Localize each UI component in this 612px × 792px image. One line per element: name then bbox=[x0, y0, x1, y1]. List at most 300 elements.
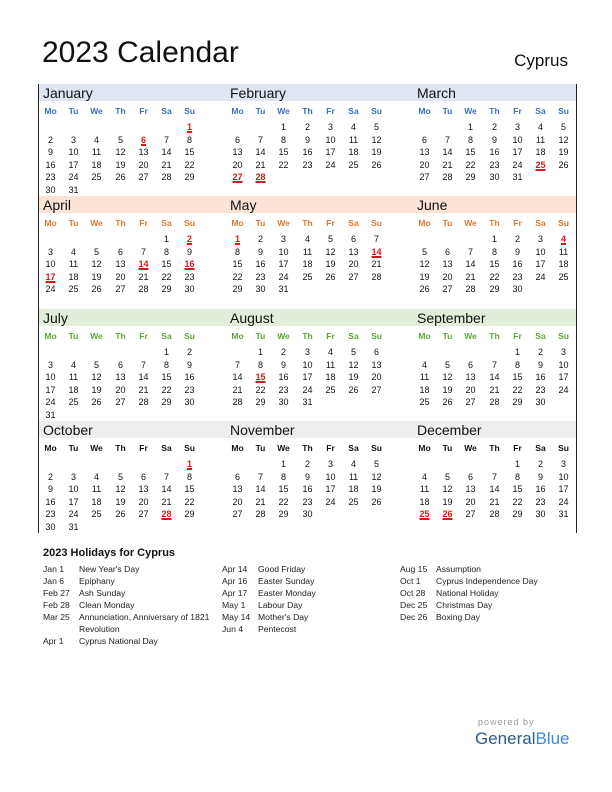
day-cell[interactable]: 31 bbox=[45, 410, 56, 420]
day-cell[interactable]: 30 bbox=[45, 522, 56, 532]
day-cell[interactable]: 14 bbox=[255, 147, 266, 158]
day-cell[interactable]: 17 bbox=[325, 147, 336, 158]
day-cell[interactable]: 2 bbox=[257, 234, 263, 244]
day-cell[interactable]: 13 bbox=[419, 147, 430, 158]
holiday-day-cell[interactable]: 14 bbox=[371, 246, 382, 257]
day-cell[interactable]: 7 bbox=[491, 359, 497, 370]
day-cell[interactable]: 11 bbox=[68, 259, 79, 270]
day-cell[interactable]: 6 bbox=[117, 246, 123, 257]
day-cell[interactable]: 20 bbox=[442, 271, 453, 282]
day-cell[interactable]: 8 bbox=[467, 134, 473, 145]
day-cell[interactable]: 4 bbox=[350, 122, 356, 132]
day-cell[interactable]: 29 bbox=[161, 397, 172, 408]
day-cell[interactable]: 21 bbox=[255, 159, 266, 170]
day-cell[interactable]: 15 bbox=[161, 259, 172, 270]
day-cell[interactable]: 4 bbox=[70, 359, 76, 370]
day-cell[interactable]: 20 bbox=[115, 271, 126, 282]
day-cell[interactable]: 9 bbox=[186, 359, 192, 370]
day-cell[interactable]: 31 bbox=[68, 185, 79, 195]
day-cell[interactable]: 19 bbox=[371, 484, 382, 495]
day-cell[interactable]: 11 bbox=[348, 471, 359, 482]
day-cell[interactable]: 16 bbox=[184, 372, 195, 383]
day-cell[interactable]: 18 bbox=[91, 496, 102, 507]
day-cell[interactable]: 10 bbox=[302, 359, 313, 370]
day-cell[interactable]: 16 bbox=[45, 159, 56, 170]
day-cell[interactable]: 20 bbox=[371, 372, 382, 383]
day-cell[interactable]: 14 bbox=[489, 372, 500, 383]
day-cell[interactable]: 20 bbox=[465, 496, 476, 507]
day-cell[interactable]: 17 bbox=[68, 496, 79, 507]
day-cell[interactable]: 26 bbox=[442, 397, 453, 408]
day-cell[interactable]: 8 bbox=[514, 359, 520, 370]
day-cell[interactable]: 8 bbox=[514, 471, 520, 482]
day-cell[interactable]: 12 bbox=[115, 147, 126, 158]
day-cell[interactable]: 13 bbox=[232, 484, 243, 495]
day-cell[interactable]: 17 bbox=[512, 147, 523, 158]
day-cell[interactable]: 28 bbox=[465, 284, 476, 295]
day-cell[interactable]: 24 bbox=[45, 397, 56, 408]
day-cell[interactable]: 4 bbox=[350, 459, 356, 469]
day-cell[interactable]: 1 bbox=[163, 234, 169, 244]
day-cell[interactable]: 5 bbox=[117, 134, 123, 145]
day-cell[interactable]: 26 bbox=[325, 271, 336, 282]
day-cell[interactable]: 31 bbox=[558, 509, 569, 520]
day-cell[interactable]: 12 bbox=[371, 471, 382, 482]
day-cell[interactable]: 9 bbox=[280, 359, 286, 370]
day-cell[interactable]: 9 bbox=[537, 359, 543, 370]
day-cell[interactable]: 5 bbox=[444, 471, 450, 482]
day-cell[interactable]: 23 bbox=[302, 159, 313, 170]
day-cell[interactable]: 28 bbox=[161, 172, 172, 183]
day-cell[interactable]: 13 bbox=[115, 259, 126, 270]
day-cell[interactable]: 20 bbox=[419, 159, 430, 170]
day-cell[interactable]: 5 bbox=[560, 122, 566, 132]
day-cell[interactable]: 8 bbox=[280, 134, 286, 145]
day-cell[interactable]: 18 bbox=[348, 147, 359, 158]
day-cell[interactable]: 25 bbox=[419, 397, 430, 408]
day-cell[interactable]: 13 bbox=[371, 359, 382, 370]
day-cell[interactable]: 2 bbox=[304, 459, 310, 469]
day-cell[interactable]: 22 bbox=[489, 271, 500, 282]
day-cell[interactable]: 16 bbox=[535, 484, 546, 495]
day-cell[interactable]: 12 bbox=[419, 259, 430, 270]
day-cell[interactable]: 14 bbox=[465, 259, 476, 270]
day-cell[interactable]: 29 bbox=[489, 284, 500, 295]
day-cell[interactable]: 27 bbox=[115, 284, 126, 295]
day-cell[interactable]: 7 bbox=[373, 234, 379, 244]
day-cell[interactable]: 22 bbox=[161, 384, 172, 395]
day-cell[interactable]: 9 bbox=[491, 134, 497, 145]
day-cell[interactable]: 14 bbox=[138, 372, 149, 383]
day-cell[interactable]: 23 bbox=[489, 159, 500, 170]
day-cell[interactable]: 3 bbox=[47, 246, 53, 257]
day-cell[interactable]: 25 bbox=[302, 271, 313, 282]
day-cell[interactable]: 25 bbox=[348, 159, 359, 170]
day-cell[interactable]: 30 bbox=[184, 284, 195, 295]
day-cell[interactable]: 21 bbox=[442, 159, 453, 170]
day-cell[interactable]: 13 bbox=[465, 372, 476, 383]
day-cell[interactable]: 24 bbox=[325, 159, 336, 170]
day-cell[interactable]: 25 bbox=[558, 271, 569, 282]
day-cell[interactable]: 15 bbox=[184, 147, 195, 158]
day-cell[interactable]: 10 bbox=[558, 471, 569, 482]
day-cell[interactable]: 23 bbox=[255, 271, 266, 282]
day-cell[interactable]: 28 bbox=[371, 271, 382, 282]
day-cell[interactable]: 28 bbox=[138, 397, 149, 408]
day-cell[interactable]: 21 bbox=[161, 496, 172, 507]
day-cell[interactable]: 25 bbox=[325, 384, 336, 395]
day-cell[interactable]: 11 bbox=[419, 372, 430, 383]
day-cell[interactable]: 29 bbox=[161, 284, 172, 295]
day-cell[interactable]: 19 bbox=[91, 271, 102, 282]
day-cell[interactable]: 7 bbox=[444, 134, 450, 145]
day-cell[interactable]: 12 bbox=[371, 134, 382, 145]
day-cell[interactable]: 4 bbox=[421, 471, 427, 482]
day-cell[interactable]: 24 bbox=[558, 384, 569, 395]
day-cell[interactable]: 24 bbox=[512, 159, 523, 170]
day-cell[interactable]: 29 bbox=[184, 172, 195, 183]
day-cell[interactable]: 21 bbox=[232, 384, 243, 395]
day-cell[interactable]: 5 bbox=[421, 246, 427, 257]
day-cell[interactable]: 11 bbox=[558, 246, 569, 257]
day-cell[interactable]: 13 bbox=[348, 246, 359, 257]
holiday-day-cell[interactable]: 14 bbox=[138, 259, 149, 270]
day-cell[interactable]: 30 bbox=[535, 509, 546, 520]
day-cell[interactable]: 6 bbox=[117, 359, 123, 370]
day-cell[interactable]: 8 bbox=[234, 246, 240, 257]
day-cell[interactable]: 23 bbox=[45, 509, 56, 520]
day-cell[interactable]: 12 bbox=[115, 484, 126, 495]
day-cell[interactable]: 30 bbox=[512, 284, 523, 295]
day-cell[interactable]: 25 bbox=[91, 172, 102, 183]
day-cell[interactable]: 21 bbox=[489, 496, 500, 507]
day-cell[interactable]: 17 bbox=[558, 372, 569, 383]
day-cell[interactable]: 6 bbox=[467, 359, 473, 370]
day-cell[interactable]: 31 bbox=[278, 284, 289, 295]
day-cell[interactable]: 2 bbox=[491, 122, 497, 132]
day-cell[interactable]: 18 bbox=[325, 372, 336, 383]
day-cell[interactable]: 12 bbox=[325, 246, 336, 257]
holiday-day-cell[interactable]: 28 bbox=[161, 509, 172, 520]
day-cell[interactable]: 1 bbox=[280, 122, 286, 132]
day-cell[interactable]: 9 bbox=[537, 471, 543, 482]
day-cell[interactable]: 16 bbox=[45, 496, 56, 507]
day-cell[interactable]: 1 bbox=[163, 347, 169, 357]
day-cell[interactable]: 30 bbox=[278, 397, 289, 408]
day-cell[interactable]: 21 bbox=[371, 259, 382, 270]
day-cell[interactable]: 2 bbox=[47, 134, 53, 145]
day-cell[interactable]: 17 bbox=[325, 484, 336, 495]
day-cell[interactable]: 8 bbox=[280, 471, 286, 482]
day-cell[interactable]: 18 bbox=[558, 259, 569, 270]
day-cell[interactable]: 1 bbox=[280, 459, 286, 469]
day-cell[interactable]: 7 bbox=[163, 134, 169, 145]
day-cell[interactable]: 19 bbox=[115, 496, 126, 507]
day-cell[interactable]: 8 bbox=[163, 246, 169, 257]
day-cell[interactable]: 23 bbox=[535, 384, 546, 395]
day-cell[interactable]: 18 bbox=[91, 159, 102, 170]
day-cell[interactable]: 21 bbox=[138, 271, 149, 282]
day-cell[interactable]: 8 bbox=[491, 246, 497, 257]
day-cell[interactable]: 4 bbox=[93, 134, 99, 145]
day-cell[interactable]: 17 bbox=[558, 484, 569, 495]
day-cell[interactable]: 14 bbox=[442, 147, 453, 158]
day-cell[interactable]: 29 bbox=[278, 509, 289, 520]
day-cell[interactable]: 28 bbox=[232, 397, 243, 408]
day-cell[interactable]: 7 bbox=[140, 246, 146, 257]
day-cell[interactable]: 19 bbox=[348, 372, 359, 383]
day-cell[interactable]: 30 bbox=[302, 509, 313, 520]
day-cell[interactable]: 5 bbox=[373, 459, 379, 469]
day-cell[interactable]: 16 bbox=[489, 147, 500, 158]
day-cell[interactable]: 7 bbox=[257, 471, 263, 482]
day-cell[interactable]: 12 bbox=[442, 484, 453, 495]
day-cell[interactable]: 15 bbox=[184, 484, 195, 495]
day-cell[interactable]: 10 bbox=[535, 246, 546, 257]
day-cell[interactable]: 5 bbox=[444, 359, 450, 370]
day-cell[interactable]: 19 bbox=[115, 159, 126, 170]
day-cell[interactable]: 23 bbox=[302, 496, 313, 507]
day-cell[interactable]: 29 bbox=[255, 397, 266, 408]
holiday-day-cell[interactable]: 15 bbox=[255, 372, 266, 383]
holiday-day-cell[interactable]: 1 bbox=[186, 122, 192, 132]
holiday-day-cell[interactable]: 6 bbox=[140, 134, 146, 145]
day-cell[interactable]: 13 bbox=[138, 484, 149, 495]
day-cell[interactable]: 18 bbox=[68, 384, 79, 395]
day-cell[interactable]: 9 bbox=[186, 246, 192, 257]
day-cell[interactable]: 31 bbox=[512, 172, 523, 183]
day-cell[interactable]: 14 bbox=[161, 484, 172, 495]
day-cell[interactable]: 3 bbox=[327, 459, 333, 469]
day-cell[interactable]: 19 bbox=[442, 384, 453, 395]
day-cell[interactable]: 27 bbox=[442, 284, 453, 295]
day-cell[interactable]: 15 bbox=[512, 372, 523, 383]
day-cell[interactable]: 2 bbox=[47, 471, 53, 482]
day-cell[interactable]: 5 bbox=[117, 471, 123, 482]
day-cell[interactable]: 9 bbox=[47, 484, 53, 495]
day-cell[interactable]: 6 bbox=[373, 347, 379, 357]
day-cell[interactable]: 26 bbox=[419, 284, 430, 295]
day-cell[interactable]: 16 bbox=[302, 147, 313, 158]
day-cell[interactable]: 27 bbox=[115, 397, 126, 408]
day-cell[interactable]: 19 bbox=[558, 147, 569, 158]
holiday-day-cell[interactable]: 17 bbox=[45, 271, 56, 282]
day-cell[interactable]: 23 bbox=[535, 496, 546, 507]
day-cell[interactable]: 12 bbox=[91, 372, 102, 383]
day-cell[interactable]: 17 bbox=[45, 384, 56, 395]
day-cell[interactable]: 30 bbox=[489, 172, 500, 183]
holiday-day-cell[interactable]: 2 bbox=[186, 234, 192, 244]
day-cell[interactable]: 22 bbox=[161, 271, 172, 282]
day-cell[interactable]: 4 bbox=[327, 347, 333, 357]
day-cell[interactable]: 17 bbox=[278, 259, 289, 270]
holiday-day-cell[interactable]: 25 bbox=[535, 159, 546, 170]
day-cell[interactable]: 16 bbox=[512, 259, 523, 270]
day-cell[interactable]: 26 bbox=[371, 496, 382, 507]
day-cell[interactable]: 3 bbox=[514, 122, 520, 132]
day-cell[interactable]: 3 bbox=[327, 122, 333, 132]
day-cell[interactable]: 20 bbox=[232, 496, 243, 507]
day-cell[interactable]: 21 bbox=[255, 496, 266, 507]
day-cell[interactable]: 11 bbox=[91, 484, 102, 495]
day-cell[interactable]: 14 bbox=[161, 147, 172, 158]
day-cell[interactable]: 7 bbox=[257, 134, 263, 145]
day-cell[interactable]: 7 bbox=[163, 471, 169, 482]
day-cell[interactable]: 3 bbox=[560, 459, 566, 469]
day-cell[interactable]: 2 bbox=[280, 347, 286, 357]
day-cell[interactable]: 9 bbox=[514, 246, 520, 257]
day-cell[interactable]: 2 bbox=[537, 459, 543, 469]
day-cell[interactable]: 9 bbox=[257, 246, 263, 257]
day-cell[interactable]: 21 bbox=[489, 384, 500, 395]
day-cell[interactable]: 5 bbox=[327, 234, 333, 244]
day-cell[interactable]: 13 bbox=[138, 147, 149, 158]
day-cell[interactable]: 7 bbox=[140, 359, 146, 370]
day-cell[interactable]: 28 bbox=[255, 509, 266, 520]
day-cell[interactable]: 26 bbox=[348, 384, 359, 395]
day-cell[interactable]: 18 bbox=[535, 147, 546, 158]
day-cell[interactable]: 23 bbox=[45, 172, 56, 183]
day-cell[interactable]: 18 bbox=[419, 496, 430, 507]
day-cell[interactable]: 5 bbox=[93, 246, 99, 257]
day-cell[interactable]: 10 bbox=[558, 359, 569, 370]
day-cell[interactable]: 2 bbox=[304, 122, 310, 132]
day-cell[interactable]: 2 bbox=[537, 347, 543, 357]
day-cell[interactable]: 24 bbox=[558, 496, 569, 507]
day-cell[interactable]: 11 bbox=[535, 134, 546, 145]
day-cell[interactable]: 24 bbox=[302, 384, 313, 395]
day-cell[interactable]: 20 bbox=[465, 384, 476, 395]
day-cell[interactable]: 24 bbox=[278, 271, 289, 282]
day-cell[interactable]: 11 bbox=[302, 246, 313, 257]
holiday-day-cell[interactable]: 26 bbox=[442, 509, 453, 520]
day-cell[interactable]: 20 bbox=[138, 159, 149, 170]
day-cell[interactable]: 17 bbox=[302, 372, 313, 383]
day-cell[interactable]: 7 bbox=[491, 471, 497, 482]
day-cell[interactable]: 25 bbox=[348, 496, 359, 507]
holiday-day-cell[interactable]: 25 bbox=[419, 509, 430, 520]
day-cell[interactable]: 20 bbox=[115, 384, 126, 395]
day-cell[interactable]: 23 bbox=[278, 384, 289, 395]
day-cell[interactable]: 7 bbox=[234, 359, 240, 370]
day-cell[interactable]: 28 bbox=[442, 172, 453, 183]
day-cell[interactable]: 6 bbox=[350, 234, 356, 244]
day-cell[interactable]: 15 bbox=[232, 259, 243, 270]
day-cell[interactable]: 1 bbox=[491, 234, 497, 244]
day-cell[interactable]: 10 bbox=[45, 259, 56, 270]
day-cell[interactable]: 22 bbox=[278, 159, 289, 170]
day-cell[interactable]: 12 bbox=[558, 134, 569, 145]
day-cell[interactable]: 13 bbox=[465, 484, 476, 495]
day-cell[interactable]: 8 bbox=[186, 134, 192, 145]
day-cell[interactable]: 24 bbox=[325, 496, 336, 507]
day-cell[interactable]: 6 bbox=[140, 471, 146, 482]
day-cell[interactable]: 9 bbox=[304, 471, 310, 482]
holiday-day-cell[interactable]: 16 bbox=[184, 259, 195, 270]
day-cell[interactable]: 16 bbox=[255, 259, 266, 270]
day-cell[interactable]: 15 bbox=[278, 147, 289, 158]
day-cell[interactable]: 26 bbox=[371, 159, 382, 170]
day-cell[interactable]: 29 bbox=[232, 284, 243, 295]
day-cell[interactable]: 27 bbox=[138, 509, 149, 520]
day-cell[interactable]: 21 bbox=[138, 384, 149, 395]
day-cell[interactable]: 28 bbox=[489, 509, 500, 520]
day-cell[interactable]: 24 bbox=[68, 509, 79, 520]
day-cell[interactable]: 29 bbox=[512, 509, 523, 520]
day-cell[interactable]: 19 bbox=[371, 147, 382, 158]
day-cell[interactable]: 22 bbox=[512, 384, 523, 395]
day-cell[interactable]: 4 bbox=[304, 234, 310, 244]
day-cell[interactable]: 23 bbox=[184, 384, 195, 395]
day-cell[interactable]: 1 bbox=[514, 459, 520, 469]
holiday-day-cell[interactable]: 4 bbox=[560, 234, 566, 244]
day-cell[interactable]: 5 bbox=[373, 122, 379, 132]
day-cell[interactable]: 12 bbox=[91, 259, 102, 270]
day-cell[interactable]: 20 bbox=[348, 259, 359, 270]
day-cell[interactable]: 3 bbox=[47, 359, 53, 370]
brand-logo[interactable] bbox=[475, 729, 570, 749]
day-cell[interactable]: 10 bbox=[68, 484, 79, 495]
day-cell[interactable]: 27 bbox=[419, 172, 430, 183]
day-cell[interactable]: 15 bbox=[465, 147, 476, 158]
day-cell[interactable]: 15 bbox=[489, 259, 500, 270]
day-cell[interactable]: 19 bbox=[419, 271, 430, 282]
day-cell[interactable]: 21 bbox=[465, 271, 476, 282]
day-cell[interactable]: 24 bbox=[45, 284, 56, 295]
day-cell[interactable]: 6 bbox=[234, 471, 240, 482]
day-cell[interactable]: 3 bbox=[70, 134, 76, 145]
holiday-day-cell[interactable]: 27 bbox=[232, 172, 243, 183]
day-cell[interactable]: 22 bbox=[184, 496, 195, 507]
day-cell[interactable]: 15 bbox=[278, 484, 289, 495]
day-cell[interactable]: 3 bbox=[304, 347, 310, 357]
day-cell[interactable]: 4 bbox=[421, 359, 427, 370]
day-cell[interactable]: 4 bbox=[70, 246, 76, 257]
day-cell[interactable]: 27 bbox=[465, 397, 476, 408]
day-cell[interactable]: 27 bbox=[232, 509, 243, 520]
day-cell[interactable]: 27 bbox=[371, 384, 382, 395]
day-cell[interactable]: 9 bbox=[47, 147, 53, 158]
day-cell[interactable]: 17 bbox=[68, 159, 79, 170]
day-cell[interactable]: 30 bbox=[255, 284, 266, 295]
day-cell[interactable]: 2 bbox=[186, 347, 192, 357]
day-cell[interactable]: 27 bbox=[348, 271, 359, 282]
day-cell[interactable]: 15 bbox=[161, 372, 172, 383]
day-cell[interactable]: 15 bbox=[512, 484, 523, 495]
day-cell[interactable]: 11 bbox=[325, 359, 336, 370]
day-cell[interactable]: 8 bbox=[163, 359, 169, 370]
day-cell[interactable]: 6 bbox=[444, 246, 450, 257]
day-cell[interactable]: 3 bbox=[560, 347, 566, 357]
day-cell[interactable]: 1 bbox=[467, 122, 473, 132]
day-cell[interactable]: 5 bbox=[350, 347, 356, 357]
day-cell[interactable]: 31 bbox=[68, 522, 79, 532]
day-cell[interactable]: 28 bbox=[489, 397, 500, 408]
day-cell[interactable]: 22 bbox=[278, 496, 289, 507]
day-cell[interactable]: 6 bbox=[234, 134, 240, 145]
day-cell[interactable]: 14 bbox=[489, 484, 500, 495]
day-cell[interactable]: 25 bbox=[91, 509, 102, 520]
holiday-day-cell[interactable]: 28 bbox=[255, 172, 266, 183]
day-cell[interactable]: 27 bbox=[138, 172, 149, 183]
day-cell[interactable]: 17 bbox=[535, 259, 546, 270]
day-cell[interactable]: 10 bbox=[278, 246, 289, 257]
day-cell[interactable]: 7 bbox=[467, 246, 473, 257]
day-cell[interactable]: 4 bbox=[93, 471, 99, 482]
day-cell[interactable]: 3 bbox=[280, 234, 286, 244]
day-cell[interactable]: 5 bbox=[93, 359, 99, 370]
day-cell[interactable]: 20 bbox=[232, 159, 243, 170]
